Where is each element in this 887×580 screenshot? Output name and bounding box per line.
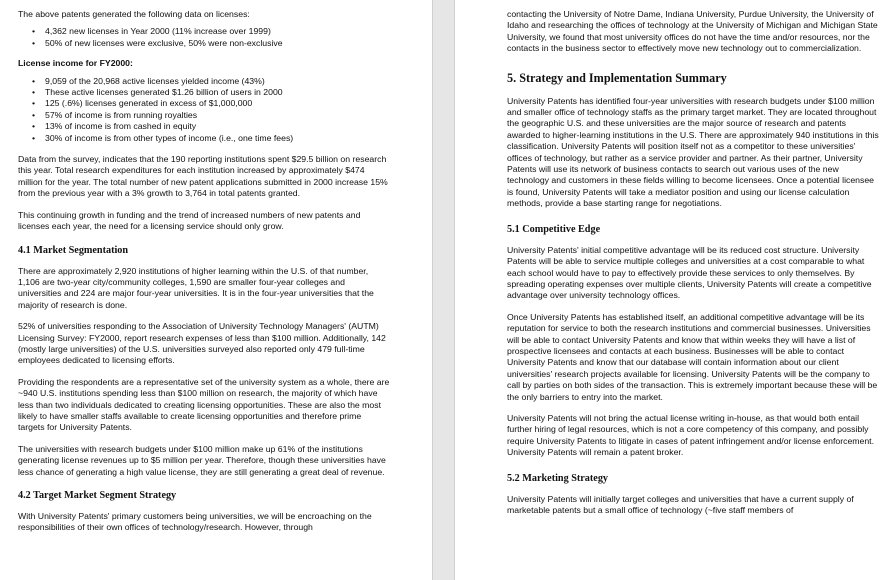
list-item: • 50% of new licenses were exclusive, 50% were non-exclusive: [32, 37, 283, 48]
left-page: [0, 0, 432, 580]
right-page: [455, 0, 887, 580]
segmentation-paragraph-2: 52% of universities responding to the Association of University Technology Managers' (AUTM) Licensing Survey: FY2000, report research expenses of less than $100 million. Additionally, 142 (mostly large universities) of the U.S. universities surveyed also reported only 479 full-time employees dedicated to licensing efforts.: [18, 321, 386, 366]
competitive-edge-paragraph-2: Once University Patents has established itself, an additional competitive advantage will be its reputation for service to both the research institutions and commercial businesses. Universities will be able to contact University Patents and know that within weeks they will have a list of prospective licensees and contacts at each business. Businesses will be able to contact University Patents and know that our database will contain information about our client universities' research projects available for licensing. University Patents will be the company to call by parties on both sides of the transaction. This is extremely important because these will be the only barriers to entry into the market.: [507, 311, 878, 402]
bullet-icon: •: [32, 26, 36, 37]
section-4-2-heading: 4.2 Target Market Segment Strategy: [18, 490, 177, 501]
right-column: [507, 9, 879, 516]
license-bullet-list: [18, 26, 390, 49]
competitive-edge-paragraph-1: University Patents' initial competitive advantage will be its reduced cost structure. University Patents will be able to service multiple colleges and universities at a cost comparable to what each school would have to pay to effectively provide these services to only themselves. By spreading operating expenses over multiple clients, University Patents will create a competitive advantage over university technology offices.: [507, 244, 872, 301]
income-heading: License income for FY2000:: [18, 58, 133, 69]
segmentation-paragraph-1: There are approximately 2,920 institutions of higher learning within the U.S. of that number, 1,106 are two-year city/community colleges, 1,590 are smaller four-year colleges and universities and 224 are major four-year universities. It is in the four-year universities that the majority of research is done.: [18, 265, 374, 310]
segmentation-paragraph-3: Providing the respondents are a representative set of the university system as a whole, there are ~940 U.S. institutions spending less than $100 million on research, the majority of which have less than two individuals dedicated to creating licensing opportunities. These are also the most likely to have smaller staffs available to create licensing opportunities and therefore prime targets for University Patents.: [18, 376, 390, 433]
list-item: • 125 (.6%) licenses generated in excess of $1,000,000: [32, 98, 253, 109]
bullet-icon: •: [32, 87, 36, 98]
segmentation-paragraph-4: The universities with research budgets under $100 million make up 61% of the institutions generating license revenues up to $5 million per year. Therefore, though these universities have less chance of generating a high value license, they are still generating a great deal of revenue.: [18, 443, 386, 477]
competitive-edge-paragraph-3: University Patents will not bring the actual license writing in-house, as that would both entail further hiring of legal resources, which is not a core competency of this company, and possibly require University Patents to litigate in cases of patent infringement and/or license enforcement. University Patents will remain a patent broker.: [507, 412, 875, 458]
page-gutter: [432, 0, 455, 580]
continued-paragraph: contacting the University of Notre Dame, Indiana University, Purdue University, the University of Idaho and researching the offices of technology at the University of Michigan and Michigan State University, we found that most university offices do not have the time and/or resources, nor the contacts in the business sector to effectively move new technology out to commercialization.: [507, 9, 878, 54]
bullet-icon: •: [32, 37, 36, 48]
list-item: • 9,059 of the 20,968 active licenses yielded income (43%): [32, 75, 265, 86]
survey-paragraph: Data from the survey, indicates that the 190 reporting institutions spent $29.5 billion on research this year. Total research expenditures for each institution increased by approximately $474 million for the year. The total number of new patent applications submitted in 2000 increase 15% from the previous year with a 3% growth to 3,764 in total patents granted.: [18, 154, 388, 199]
list-item: • 30% of income is from other types of income (i.e., one time fees): [32, 132, 294, 143]
bullet-icon: •: [32, 75, 36, 86]
section-4-1-heading: 4.1 Market Segmentation: [18, 244, 129, 256]
income-bullet-list: [18, 76, 390, 144]
strategy-summary-paragraph: University Patents has identified four-year universities with research budgets under $100 million and smaller office of technology staffs as the primary target market. They are located throughout the geographic U.S. and these universities are the major source of research and patents awarded to higher-learning institutions in the U.S. There are approximately 940 institutions in this classification. University Patents will position itself not as a competitor to these universities' offices of technology, but rather as a service provider and partner. As their partner, University Patents will use its network of business contacts to search out various uses of the new technology and customers in these fields willing to become licensees. Once a potential licensee is found, University Patents will take a mediator position and using our license calculation methods, provide a base starting range for negotiations.: [507, 95, 879, 209]
list-item: • 4,362 new licenses in Year 2000 (11% increase over 1999): [32, 26, 271, 37]
bullet-icon: •: [32, 98, 36, 109]
growth-paragraph: This continuing growth in funding and the trend of increased numbers of new patents and licenses each year, the need for a licensing service should only grow.: [18, 209, 361, 232]
marketing-strategy-paragraph: University Patents will initially target colleges and universities that have a current supply of marketable patents but a small office of technology (~five staff members of: [507, 493, 854, 515]
section-5-2-heading: 5.2 Marketing Strategy: [507, 472, 609, 484]
intro-text: The above patents generated the following data on licenses:: [18, 9, 250, 19]
list-item: • 13% of income is from cashed in equity: [32, 121, 197, 132]
left-column: [18, 9, 390, 534]
list-item: • These active licenses generated $1.26 billion of users in 2000: [32, 87, 283, 98]
list-item: • 57% of income is from running royalties: [32, 109, 198, 120]
target-strategy-paragraph: With University Patents' primary customers being universities, we will be encroaching on the responsibilities of their own offices of technology/research. However, through: [18, 511, 372, 533]
section-5-heading: 5. Strategy and Implementation Summary: [507, 70, 727, 85]
bullet-icon: •: [32, 109, 36, 120]
bullet-icon: •: [32, 132, 36, 143]
section-5-1-heading: 5.1 Competitive Edge: [507, 223, 601, 235]
bullet-icon: •: [32, 121, 36, 132]
